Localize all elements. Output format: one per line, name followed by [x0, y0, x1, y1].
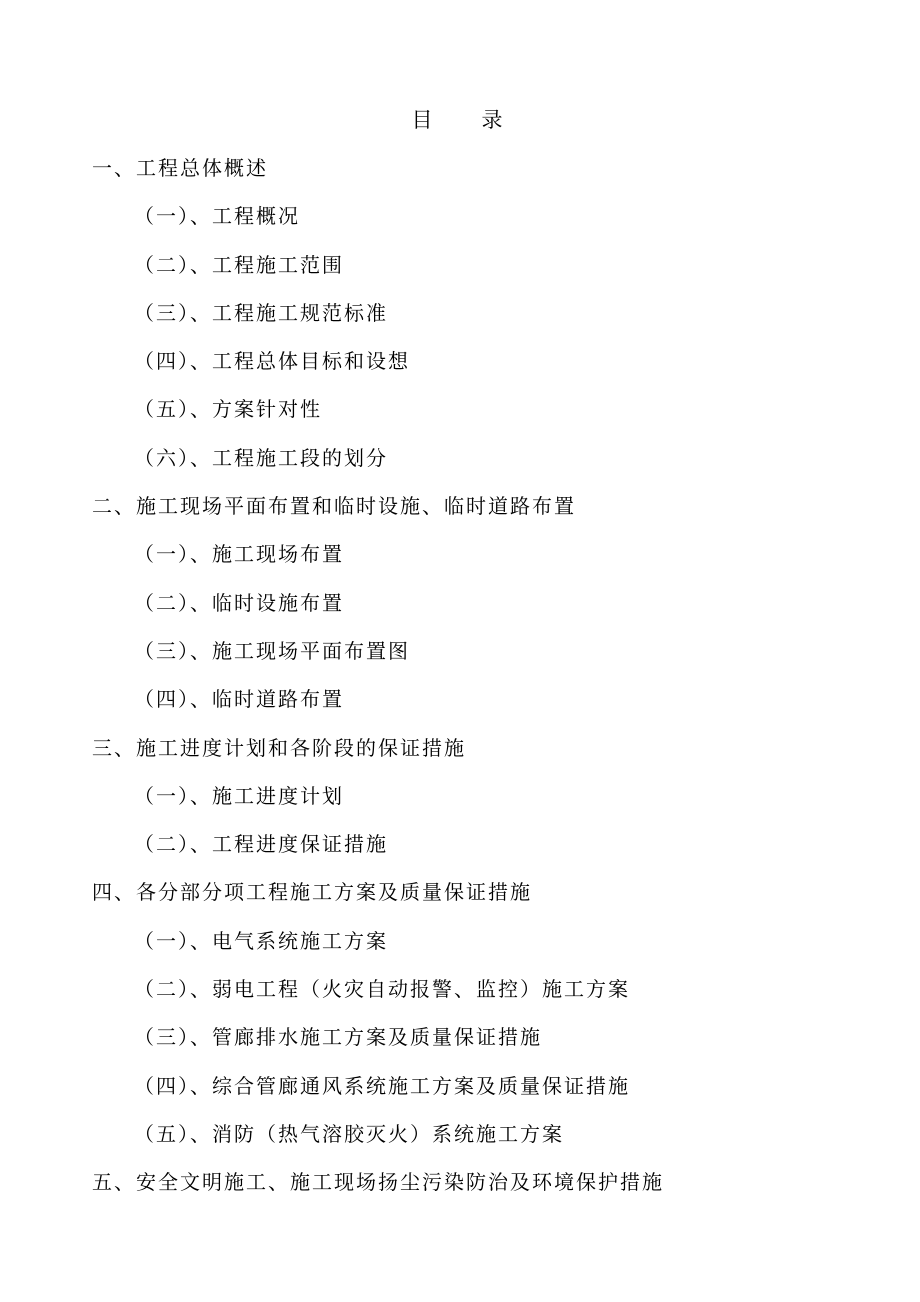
toc-section-entry: （二）、工程施工范围	[134, 252, 344, 277]
toc-section-entry: （三）、工程施工规范标准	[134, 300, 388, 325]
toc-section-entry: （一）、电气系统施工方案	[134, 928, 388, 953]
toc-chapter-entry: 一、工程总体概述	[92, 156, 268, 180]
toc-section-entry: （三）、施工现场平面布置图	[134, 638, 410, 663]
toc-section-entry: （一）、工程概况	[134, 204, 300, 229]
toc-section-entry: （一）、施工进度计划	[134, 783, 344, 808]
toc-section-entry: （六）、工程施工段的划分	[134, 445, 388, 470]
toc-section-entry: （三）、管廊排水施工方案及质量保证措施	[134, 1025, 542, 1050]
toc-chapter-entry: 四、各分部分项工程施工方案及质量保证措施	[92, 880, 532, 905]
toc-section-entry: （五）、方案针对性	[134, 397, 322, 422]
toc-section-entry: （二）、临时设施布置	[134, 590, 344, 615]
toc-chapter-entry: 三、施工进度计划和各阶段的保证措施	[92, 735, 466, 760]
toc-section-entry: （四）、临时道路布置	[134, 687, 344, 712]
toc-chapter-entry: 五、安全文明施工、施工现场扬尘污染防治及环境保护措施	[92, 1170, 664, 1195]
toc-section-entry: （四）、综合管廊通风系统施工方案及质量保证措施	[134, 1073, 630, 1098]
toc-list	[0, 152, 920, 1215]
toc-section-entry: （二）、工程进度保证措施	[134, 832, 388, 857]
toc-section-entry: （五）、消防（热气溶胶灭火）系统施工方案	[134, 1121, 564, 1146]
toc-section-entry: （四）、工程总体目标和设想	[134, 349, 410, 374]
toc-section-entry: （一）、施工现场布置	[134, 542, 344, 567]
toc-title: 目 录	[411, 108, 517, 132]
toc-chapter-entry: 二、施工现场平面布置和临时设施、临时道路布置	[92, 494, 576, 519]
toc-section-entry: （二）、弱电工程（火灾自动报警、监控）施工方案	[134, 977, 630, 1002]
